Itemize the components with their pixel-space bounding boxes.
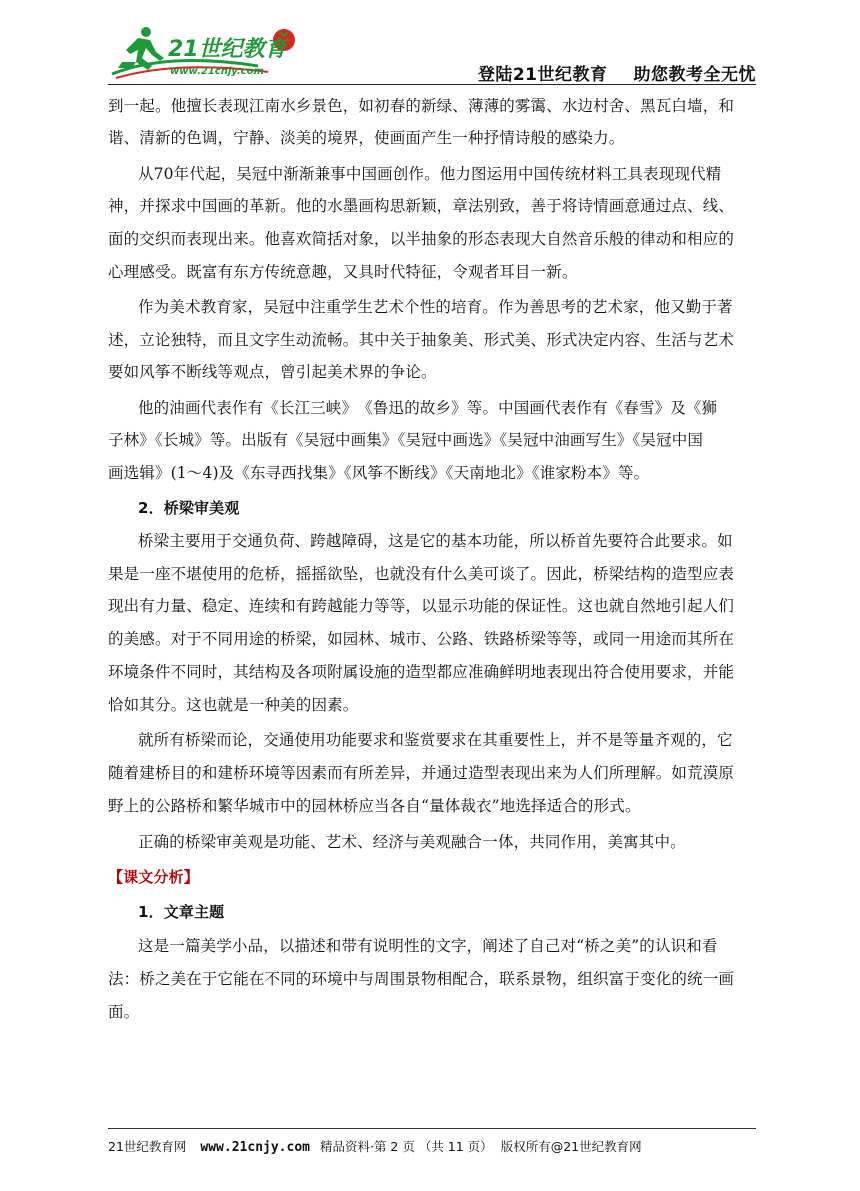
text-line: 面。 xyxy=(108,1003,140,1021)
section-title-analysis: 【课文分析】 xyxy=(108,868,199,886)
text-line: 子林》《长城》等。出版有《吴冠中画集》《吴冠中画选》《吴冠中油画写生》《吴冠中国 xyxy=(108,431,704,449)
text-line: 的美感。对于不同用途的桥梁，如园林、城市、公路、铁路桥梁等等，或同一用途而其所在 xyxy=(108,630,735,648)
logo-url: www.21cnjy.com xyxy=(170,66,264,77)
text-line: 正确的桥梁审美观是功能、艺术、经济与美观融合一体，共同作用，美寓其中。 xyxy=(138,833,686,851)
text-line: 果是一座不堪使用的危桥，摇摇欲坠，也就没有什么美可谈了。因此，桥梁结构的造型应表 xyxy=(108,565,735,583)
text-line: 作为美术教育家，吴冠中注重学生艺术个性的培育。作为善思考的艺术家，他又勤于著 xyxy=(138,298,733,316)
text-line: 桥梁主要用于交通负荷、跨越障碍，这是它的基本功能，所以桥首先要符合此要求。如 xyxy=(138,532,733,550)
section-heading: 1．文章主题 xyxy=(138,903,225,921)
text-line: 就所有桥梁而论，交通使用功能要求和鉴赏要求在其重要性上，并不是等量齐观的，它 xyxy=(138,731,733,749)
text-line: 这是一篇美学小品，以描述和带有说明性的文字，阐述了自己对“桥之美”的认识和看 xyxy=(138,937,718,955)
page-footer xyxy=(108,1137,756,1155)
tagline-right: 助您教考全无忧 xyxy=(633,65,756,85)
section-heading: 2．桥梁审美观 xyxy=(138,499,240,517)
text-line: 他的油画代表作有《长江三峡》 《鲁迅的故乡》等。中国画代表作有《春雪》及《狮 xyxy=(138,399,718,417)
page-header xyxy=(108,18,756,84)
text-line: 面的交织而表现出来。他喜欢简括对象，以半抽象的形态表现大自然音乐般的律动和相应的 xyxy=(108,230,735,248)
text-line: 要如风筝不断线等观点，曾引起美术界的争论。 xyxy=(108,363,437,381)
text-line: 神，并探求中国画的革新。他的水墨画构思新颖，章法别致，善于将诗情画意通过点、线、 xyxy=(108,197,735,215)
text-line: 恰如其分。这也就是一种美的因素。 xyxy=(108,696,359,714)
tagline-left: 登陆21世纪教育 xyxy=(477,65,608,85)
text-line: 现出有力量、稳定、连续和有跨越能力等等，以显示功能的保证性。这也就自然地引起人们 xyxy=(108,597,735,615)
footer-copyright: 版权所有@21世纪教育网 xyxy=(500,1139,642,1154)
header-tagline xyxy=(478,60,756,85)
text-line: 随着建桥目的和建桥环境等因素而有所差异，并通过造型表现出来为人们所理解。如荒漠原 xyxy=(108,764,735,782)
text-line: 法：桥之美在于它能在不同的环境中与周围景物相配合，联系景物，组织富于变化的统一画 xyxy=(108,970,735,988)
header-rule xyxy=(108,84,756,85)
text-line: 到一起。他擅长表现江南水乡景色，如初春的新绿、薄薄的雾霭、水边村舍、黑瓦白墙，和 xyxy=(108,97,735,115)
footer-site-name: 21世纪教育网 xyxy=(108,1139,187,1154)
footer-url[interactable]: www.21cnjy.com xyxy=(200,1140,310,1155)
footer-page-info: 精品资料·第 2 页 （共 11 页） xyxy=(319,1139,493,1154)
21cnjy-logo xyxy=(108,22,338,82)
text-line: 环境条件不同时，其结构及各项附属设施的造型都应准确鲜明地表现出符合使用要求，并能 xyxy=(108,663,735,681)
logo-text: 21世纪教育 xyxy=(168,37,287,62)
text-line: 述，立论独特，而且文字生动流畅。其中关于抽象美、形式美、形式决定内容、生活与艺术 xyxy=(108,331,735,349)
text-line: 野上的公路桥和繁华城市中的园林桥应当各自“量体裁衣”地选择适合的形式。 xyxy=(108,797,641,815)
text-line: 谐、清新的色调，宁静、淡美的境界，使画面产生一种抒情诗般的感染力。 xyxy=(108,129,625,147)
text-line: 心理感受。既富有东方传统意趣，又具时代特征，令观者耳目一新。 xyxy=(108,263,578,281)
footer-rule xyxy=(108,1128,756,1129)
text-line: 画选辑》(1～4)及《东寻西找集》《风筝不断线》《天南地北》《谁家粉本》等。 xyxy=(108,464,650,482)
text-line: 从70年代起，吴冠中渐渐兼事中国画创作。他力图运用中国传统材料工具表现现代精 xyxy=(138,165,722,183)
